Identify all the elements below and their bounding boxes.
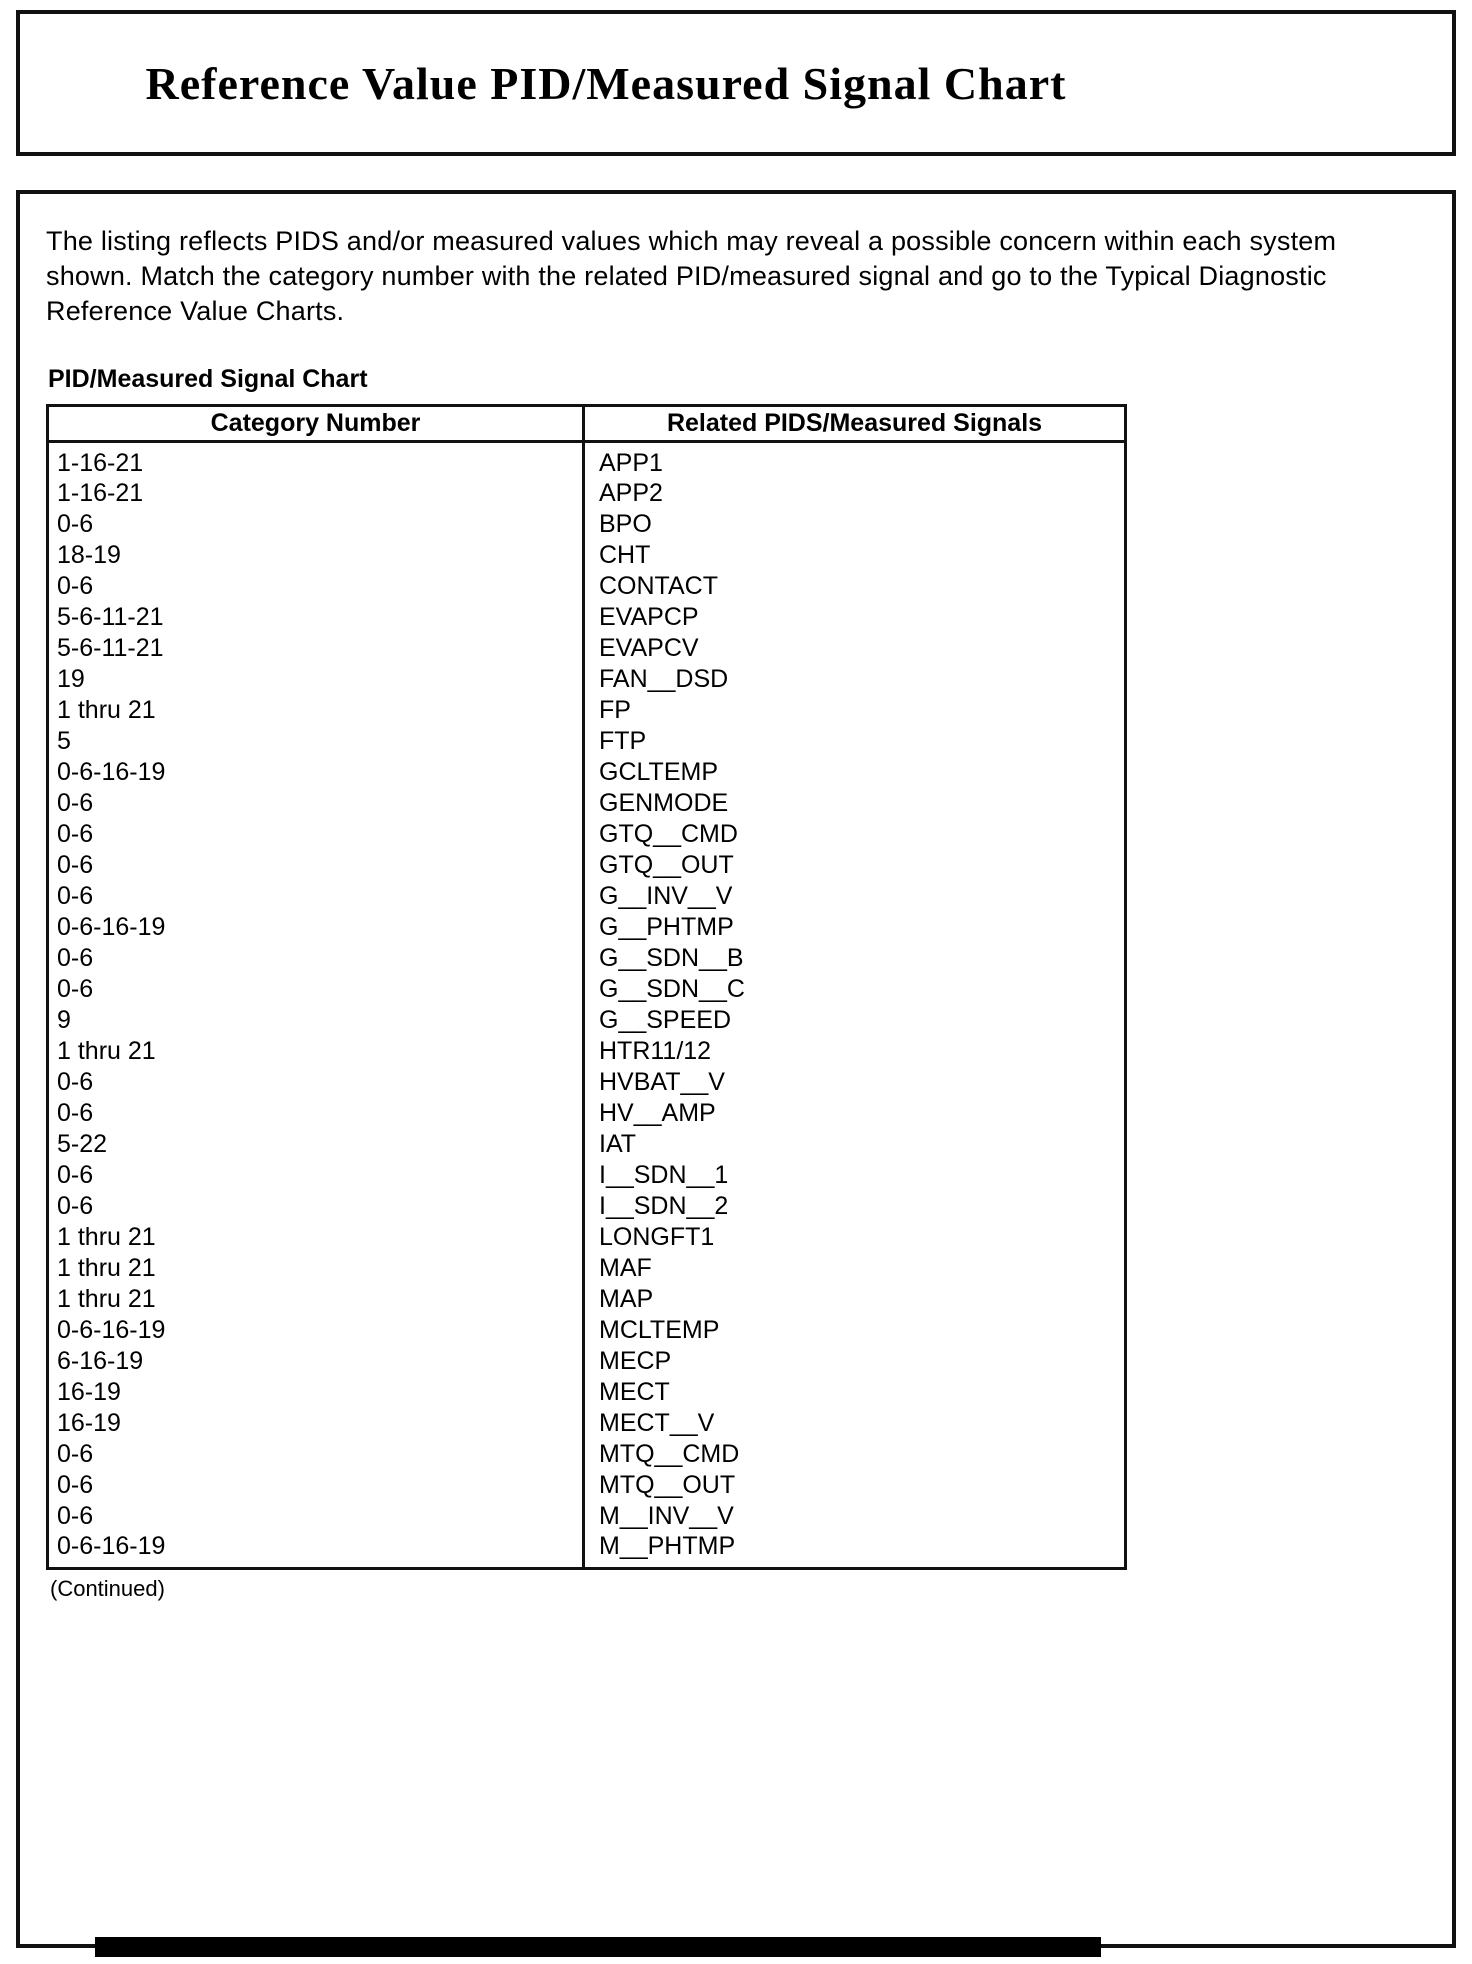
signal-cell: G__SDN__C	[599, 975, 745, 1003]
table-row	[48, 633, 1126, 664]
signal-cell: MTQ__CMD	[599, 1440, 740, 1468]
category-cell: 0-6-16-19	[48, 1315, 584, 1346]
signal-cell: HTR11/12	[599, 1037, 712, 1065]
table-row	[48, 571, 1126, 602]
signal-cell: MECP	[599, 1347, 672, 1375]
signal-cell: EVAPCV	[599, 634, 699, 662]
signal-cell: MAF	[599, 1254, 652, 1282]
category-cell: 0-6	[48, 1098, 584, 1129]
signal-cell: MAP	[599, 1285, 654, 1313]
continued-note: (Continued)	[50, 1576, 165, 1601]
category-cell: 18-19	[48, 540, 584, 571]
table-row	[48, 695, 1126, 726]
table-header-row	[48, 406, 1126, 442]
signal-cell: G__PHTMP	[599, 913, 734, 941]
category-cell: 0-6	[48, 1439, 584, 1470]
table-row	[48, 509, 1126, 540]
table-row	[48, 1346, 1126, 1377]
category-cell: 0-6-16-19	[48, 1532, 584, 1569]
signal-cell: M__PHTMP	[599, 1532, 736, 1560]
signal-cell: APP1	[599, 449, 663, 477]
table-row	[48, 1532, 1126, 1569]
table-row	[48, 1036, 1126, 1067]
category-cell: 1 thru 21	[48, 695, 584, 726]
signal-cell: GENMODE	[599, 789, 729, 817]
page-title: Reference Value PID/Measured Signal Chart	[145, 57, 1067, 109]
category-cell: 0-6-16-19	[48, 757, 584, 788]
category-cell: 0-6	[48, 1160, 584, 1191]
signal-cell: EVAPCP	[599, 603, 699, 631]
signal-cell: BPO	[599, 510, 652, 538]
signal-cell: G__SPEED	[599, 1006, 732, 1034]
table-row	[48, 881, 1126, 912]
table-row	[48, 1005, 1126, 1036]
table-row	[48, 1470, 1126, 1501]
category-cell: 1-16-21	[48, 442, 584, 479]
section-heading: PID/Measured Signal Chart	[48, 365, 368, 393]
table-row	[48, 912, 1126, 943]
signal-cell: MECT__V	[599, 1409, 715, 1437]
category-cell: 5-6-11-21	[48, 633, 584, 664]
category-cell: 1 thru 21	[48, 1284, 584, 1315]
category-cell: 0-6	[48, 974, 584, 1005]
category-cell: 5-22	[48, 1129, 584, 1160]
table-row	[48, 1439, 1126, 1470]
bottom-scan-bar	[95, 1937, 1101, 1957]
table-row	[48, 1222, 1126, 1253]
signal-cell: GCLTEMP	[599, 758, 718, 786]
signal-cell: HV__AMP	[599, 1099, 716, 1127]
category-cell: 1-16-21	[48, 478, 584, 509]
signal-cell: G__INV__V	[599, 882, 733, 910]
signal-cell: GTQ__CMD	[599, 820, 738, 848]
table-row	[48, 1098, 1126, 1129]
signal-cell: GTQ__OUT	[599, 851, 734, 879]
table-row	[48, 442, 1126, 479]
signal-cell: G__SDN__B	[599, 944, 744, 972]
table-row	[48, 1408, 1126, 1439]
table-row	[48, 819, 1126, 850]
table-row	[48, 1284, 1126, 1315]
category-cell: 0-6	[48, 881, 584, 912]
category-cell: 5	[48, 726, 584, 757]
signal-table-body	[48, 442, 1126, 1569]
table-row	[48, 1160, 1126, 1191]
signal-cell: I__SDN__2	[599, 1192, 729, 1220]
table-row	[48, 943, 1126, 974]
category-cell: 0-6	[48, 788, 584, 819]
signal-cell: FTP	[599, 727, 647, 755]
table-row	[48, 788, 1126, 819]
signal-cell: MTQ__OUT	[599, 1471, 736, 1499]
signal-cell: APP2	[599, 479, 663, 507]
signal-cell: I__SDN__1	[599, 1161, 729, 1189]
table-row	[48, 726, 1126, 757]
table-row	[48, 850, 1126, 881]
signal-cell: FP	[599, 696, 631, 724]
category-cell: 1 thru 21	[48, 1036, 584, 1067]
category-cell: 19	[48, 664, 584, 695]
signal-cell: MECT	[599, 1378, 670, 1406]
signal-cell: LONGFT1	[599, 1223, 715, 1251]
table-row	[48, 1067, 1126, 1098]
category-cell: 0-6	[48, 1067, 584, 1098]
category-cell: 6-16-19	[48, 1346, 584, 1377]
intro-paragraph: The listing reflects PIDS and/or measured values which may reveal a possible concern within each system shown. Match the category number with the related PID/measured signal and go to the Typical Diagnostic Reference Value Charts.	[46, 226, 1337, 326]
category-cell: 0-6	[48, 819, 584, 850]
signal-cell: CHT	[599, 541, 651, 569]
table-row	[48, 540, 1126, 571]
table-row	[48, 602, 1126, 633]
category-cell: 0-6	[48, 1470, 584, 1501]
signal-cell: M__INV__V	[599, 1502, 734, 1530]
table-row	[48, 1315, 1126, 1346]
title-box	[16, 10, 1456, 156]
category-cell: 5-6-11-21	[48, 602, 584, 633]
category-cell: 0-6	[48, 509, 584, 540]
table-row	[48, 757, 1126, 788]
pid-signal-table	[46, 404, 1127, 1570]
category-cell: 0-6	[48, 1501, 584, 1532]
category-cell: 0-6	[48, 571, 584, 602]
table-row	[48, 1191, 1126, 1222]
category-cell: 16-19	[48, 1377, 584, 1408]
category-cell: 0-6	[48, 1191, 584, 1222]
column-header-signals: Related PIDS/Measured Signals	[584, 406, 1126, 442]
table-row	[48, 1129, 1126, 1160]
table-row	[48, 1377, 1126, 1408]
category-cell: 1 thru 21	[48, 1253, 584, 1284]
signal-cell: FAN__DSD	[599, 665, 729, 693]
category-cell: 16-19	[48, 1408, 584, 1439]
category-cell: 9	[48, 1005, 584, 1036]
category-cell: 1 thru 21	[48, 1222, 584, 1253]
signal-cell: IAT	[599, 1130, 637, 1158]
column-header-category: Category Number	[48, 406, 584, 442]
signal-cell: HVBAT__V	[599, 1068, 725, 1096]
category-cell: 0-6	[48, 943, 584, 974]
table-row	[48, 478, 1126, 509]
table-row	[48, 974, 1126, 1005]
signal-cell: CONTACT	[599, 572, 718, 600]
table-row	[48, 1253, 1126, 1284]
table-row	[48, 664, 1126, 695]
signal-cell: MCLTEMP	[599, 1316, 720, 1344]
category-cell: 0-6-16-19	[48, 912, 584, 943]
table-row	[48, 1501, 1126, 1532]
content-box	[16, 190, 1456, 1948]
category-cell: 0-6	[48, 850, 584, 881]
